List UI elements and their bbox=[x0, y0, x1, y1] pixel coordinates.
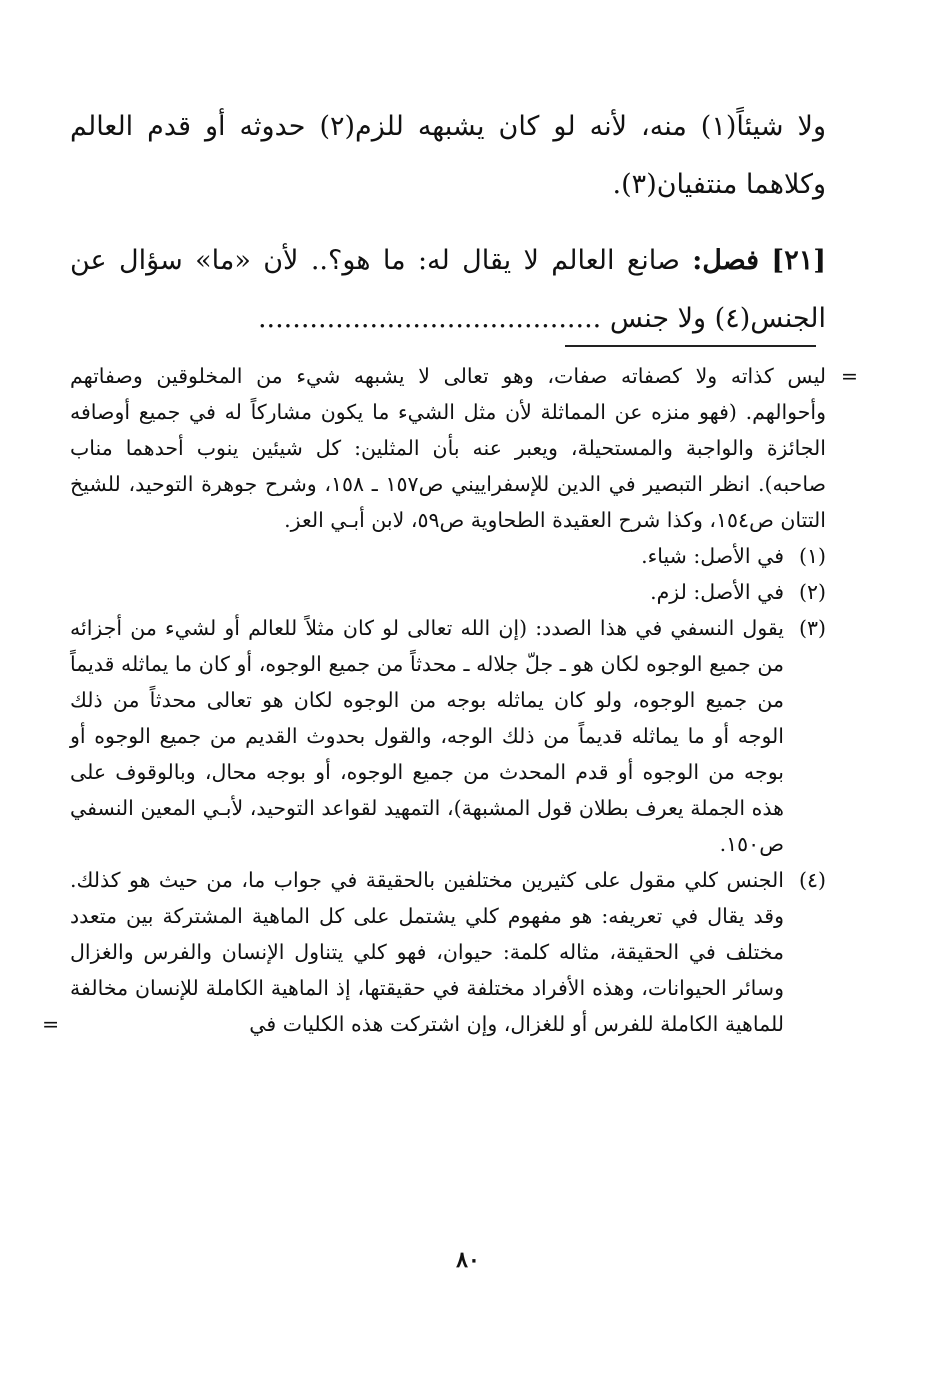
footnote-text: في الأصل: لزم. bbox=[650, 580, 784, 604]
footnote-number: (٤) bbox=[798, 868, 826, 892]
footnote-number: (١) bbox=[798, 544, 826, 568]
footnote-number: (٣) bbox=[798, 616, 826, 640]
footnote-2 bbox=[70, 574, 826, 610]
footnote-separator bbox=[565, 345, 816, 347]
footnote-continued-text: ليس كذاته ولا كصفاته صفات، وهو تعالى لا يشبهه شيء من المخلوقين وصفاتهم وأحوالهم. (فهو منزه عن المماثلة لأن مثل الشيء ما يكون مشاركاً له في جميع أوصافه الجائزة والواجبة والمستحيلة، ويعبر عنه بأن المثلين: كل شيئين ينوب أحدهما مناب صاحبه). انظر التبصير في الدين للإسفراييني ص١٥٧ ـ ١٥٨، وشرح جوهرة التوحيد، للشيخ التتان ص١٥٤، وكذا شرح العقيدة الطحاوية ص٥٩، لابن أبـي العز. bbox=[70, 364, 826, 532]
continues-next-page-mark: = bbox=[42, 1012, 60, 1036]
section-heading: فصل: bbox=[692, 245, 760, 276]
footnote-4 bbox=[42, 862, 826, 1042]
footnote-continued bbox=[70, 358, 858, 538]
footnote-number: (٢) bbox=[798, 580, 826, 604]
paragraph-1: ولا شيئاً(١) منه، لأنه لو كان يشبهه للزم(٢) حدوثه أو قدم العالم وكلاهما منتفيان(٣). bbox=[70, 111, 826, 200]
footnote-text: يقول النسفي في هذا الصدد: (إن الله تعالى لو كان مثلاً للعالم أو لشيء من أجزائه من جميع الوجوه لكان هو ـ جلّ جلاله ـ محدثاً من جميع الوجوه، أو كان ما يماثله قديماً من جميع الوجوه، ولو كان يماثله بوجه من الوجوه لكان هو تعالى محدثاً من ذلك الوجه أو ما يماثله قديماً من ذلك الوجه، والقول بحدوث القديم من جميع الوجوه أو بوجه من الوجوه أو قدم المحدث من جميع الوجوه، أو بوجه محال، وبالوقوف على هذه الجملة يعرف بطلان قول المشبهة)، التمهيد لقواعد التوحيد، لأبـي المعين النسفي ص١٥٠. bbox=[70, 616, 784, 856]
main-text bbox=[70, 98, 826, 348]
section-text: صانع العالم لا يقال له: ما هو؟.. لأن «ما» سؤال عن الجنس(٤) ولا جنس ........................................ bbox=[70, 245, 826, 334]
footnote-1 bbox=[70, 538, 826, 574]
footnote-3 bbox=[70, 610, 826, 862]
section-number: [٢١] bbox=[771, 245, 826, 276]
continuation-mark: = bbox=[840, 364, 858, 388]
footnotes bbox=[42, 358, 858, 1042]
section-21 bbox=[70, 232, 826, 348]
page-number: ٨٠ bbox=[456, 1247, 480, 1273]
footnote-text: في الأصل: شياء. bbox=[641, 544, 784, 568]
footnote-text: الجنس كلي مقول على كثيرين مختلفين بالحقيقة في جواب ما، من حيث هو كذلك. وقد يقال في تعريفه: هو مفهوم كلي يشتمل على كل الماهية المشتركة بين متعدد مختلف في الحقيقة، مثاله كلمة: حيوان، فهو كلي يتناول الإنسان والفرس والغزال وسائر الحيوانات، وهذه الأفراد مختلفة في حقيقتها، إذ الماهية الكاملة للإنسان مخالفة للماهية الكاملة للفرس أو للغزال، وإن اشتركت هذه الكليات في bbox=[70, 868, 784, 1036]
